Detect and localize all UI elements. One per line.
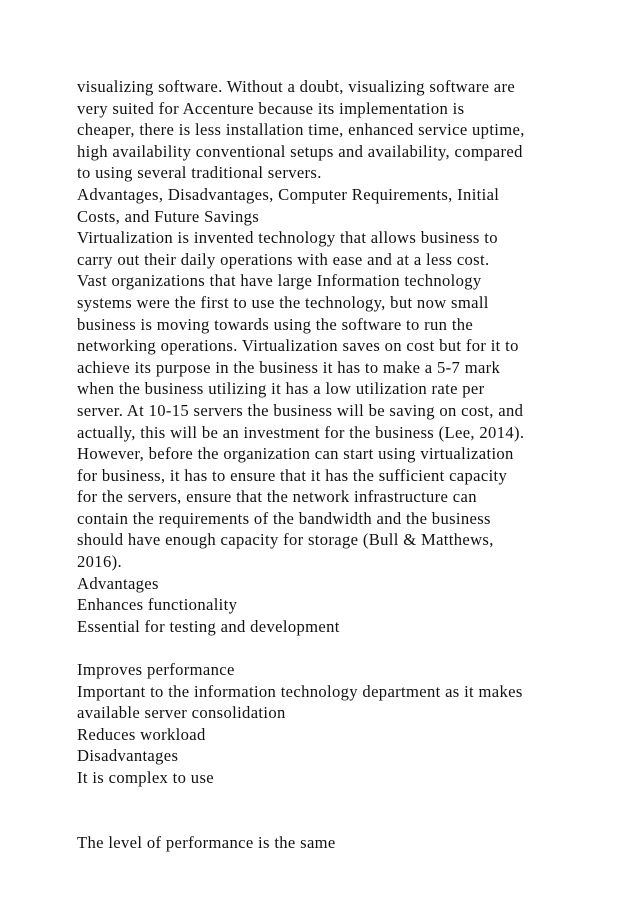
list-item: Essential for testing and development bbox=[77, 616, 340, 636]
text-line: cheaper, there is less installation time, enhanced service uptime, bbox=[77, 120, 525, 140]
list-item: Improves performance bbox=[77, 660, 235, 680]
text-line: visualizing software. Without a doubt, visualizing software are bbox=[77, 77, 516, 96]
text-line: for business, it has to ensure that it has the sufficient capacity bbox=[77, 465, 508, 485]
list-item: Enhances functionality bbox=[77, 595, 238, 615]
text-line: However, before the organization can start using virtualization bbox=[77, 444, 514, 464]
text-line: server. At 10-15 servers the business will be saving on cost, and bbox=[77, 400, 524, 420]
text-line: systems were the first to use the technology, but now small bbox=[77, 292, 489, 312]
section-heading: Costs, and Future Savings bbox=[77, 206, 260, 226]
text-line: Vast organizations that have large Information technology bbox=[77, 271, 482, 291]
text-line: networking operations. Virtualization saves on cost but for it to bbox=[77, 336, 519, 356]
text-line: Virtualization is invented technology that allows business to bbox=[77, 228, 498, 248]
text-line: carry out their daily operations with ease and at a less cost. bbox=[77, 249, 490, 269]
text-line: business is moving towards using the software to run the bbox=[77, 314, 474, 334]
text-line: actually, this will be an investment for the business (Lee, 2014). bbox=[77, 422, 525, 442]
text-line: to using several traditional servers. bbox=[77, 163, 322, 183]
list-item: Important to the information technology department as it makes bbox=[77, 681, 523, 701]
text-line: should have enough capacity for storage (Bull & Matthews, bbox=[77, 530, 494, 550]
text-line: contain the requirements of the bandwidth and the business bbox=[77, 508, 491, 528]
advantages-heading: Advantages bbox=[77, 573, 159, 593]
section-heading: Advantages, Disadvantages, Computer Requirements, Initial bbox=[77, 184, 500, 204]
list-item: Reduces workload bbox=[77, 724, 206, 744]
document-body bbox=[77, 76, 577, 853]
text-line: for the servers, ensure that the network infrastructure can bbox=[77, 487, 477, 507]
list-item: It is complex to use bbox=[77, 768, 214, 787]
text-line: very suited for Accenture because its implementation is bbox=[77, 98, 465, 118]
blank-line bbox=[77, 637, 577, 659]
text-line: high availability conventional setups and availability, compared bbox=[77, 141, 523, 161]
text-line: achieve its purpose in the business it has to make a 5-7 mark bbox=[77, 357, 501, 377]
blank-line bbox=[77, 810, 577, 832]
disadvantages-heading: Disadvantages bbox=[77, 746, 179, 766]
text-line: 2016). bbox=[77, 552, 122, 572]
list-item: available server consolidation bbox=[77, 703, 286, 723]
list-item: The level of performance is the same bbox=[77, 832, 336, 852]
text-line: when the business utilizing it has a low utilization rate per bbox=[77, 379, 485, 399]
blank-line bbox=[77, 789, 577, 811]
